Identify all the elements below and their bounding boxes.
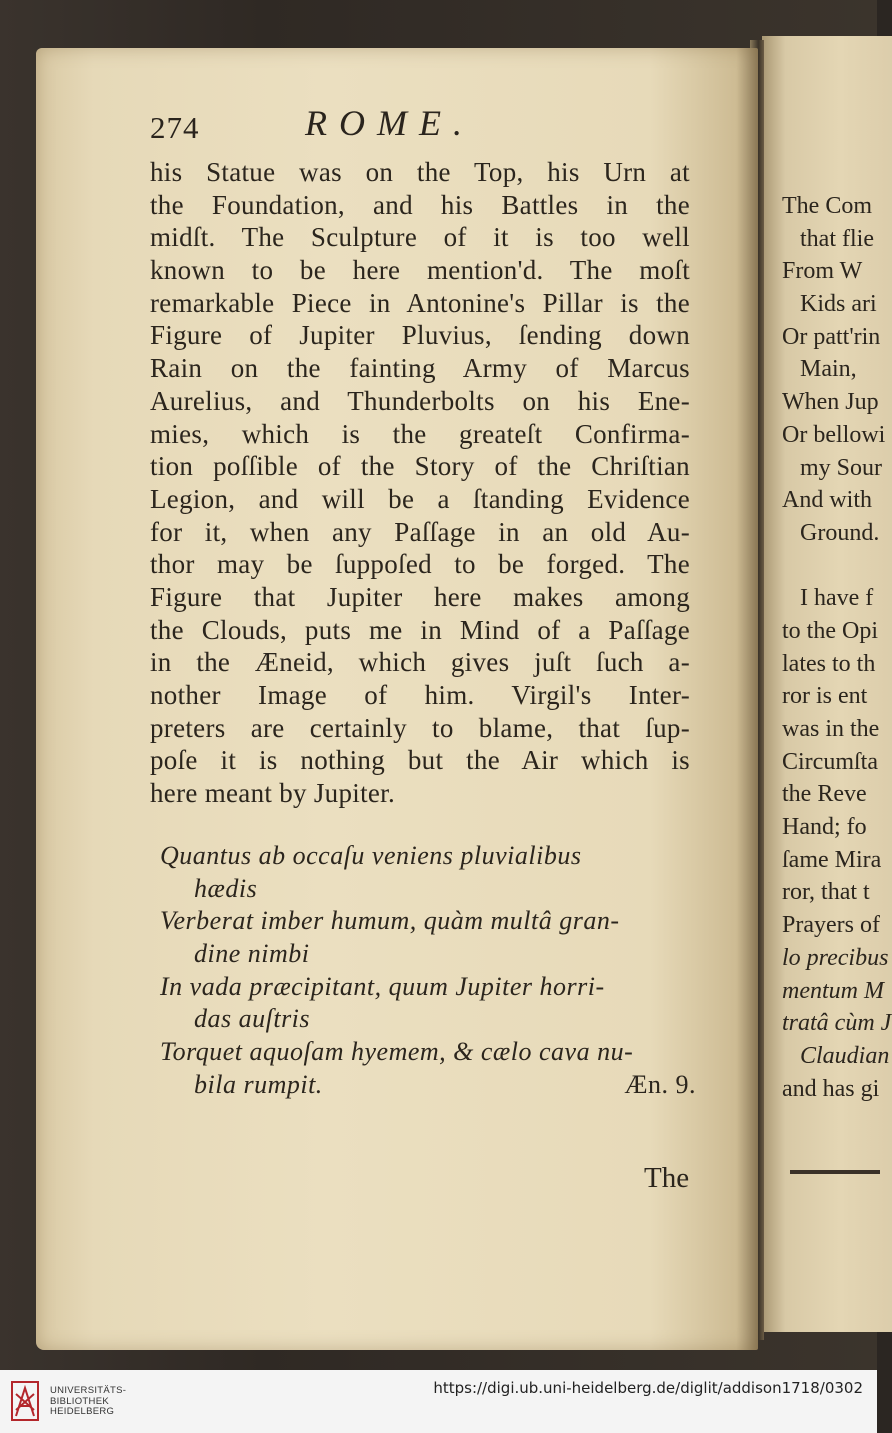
text-line: tion poſſible of the Story of the Chriſtian [150,451,690,482]
body-text [150,156,690,810]
text-line: preters are certainly to blame, that ſup- [150,712,690,743]
text-line: nother Image of him. Virgil's Inter- [150,680,690,710]
page-number: 274 [150,110,200,145]
page-header [150,100,690,150]
text-line: his Statue was on the Top, his Urn at [150,157,690,187]
verse-line: hædis [194,873,258,903]
text-line: mies, which is the greateſt Confirma- [150,418,690,449]
facing-line: and has gi [782,1075,880,1102]
text-line: the Foundation, and his Battles in the [150,189,690,220]
facing-line: ſame Mira [782,846,882,873]
facing-line: And with [782,487,872,514]
facing-page-text [782,190,892,1105]
verse-line: Quantus ab occaſu veniens pluvialibus [160,841,582,870]
library-logo-icon[interactable] [10,1380,40,1422]
facing-line: Kids ari [800,291,877,318]
facing-line: tratâ cùm J [782,1010,892,1037]
text-line: the Clouds, puts me in Mind of a Paſſage [150,614,690,645]
latin-quotation [160,840,696,1102]
facing-line: mentum M [782,977,884,1004]
facing-line: The Com [782,193,872,219]
facing-line: was in the [782,716,880,742]
facing-line: lo precibus [782,944,889,971]
text-line: remarkable Piece in Antonine's Pillar is the [150,287,690,318]
verse-citation: Æn. 9. [624,1069,696,1099]
facing-line: Or bellowi [782,421,886,448]
facing-page-rule [790,1170,880,1174]
facing-line: the Reve [782,781,867,808]
library-name[interactable] [50,1386,126,1418]
text-line: Figure that Jupiter here makes among [150,581,690,612]
facing-line: Main, [800,356,857,383]
text-line: known to be here mention'd. The moſt [150,255,690,286]
text-line: in the Æneid, which gives juſt ſuch a- [150,647,690,678]
text-line: thor may be ſuppoſed to be forged. The [150,549,690,580]
running-title: ROME. [305,103,474,143]
text-line: for it, when any Paſſage in an old Au- [150,516,690,547]
verse-line: dine nimbi [194,939,310,969]
facing-line: Circumſta [782,748,878,775]
verse-line [160,1069,696,1102]
facing-line [782,550,882,583]
facing-line: my Sour [800,454,883,481]
text-line: Figure of Jupiter Pluvius, ſending down [150,320,690,351]
text-line: midſt. The Sculpture of it is too well [150,222,690,253]
facing-line: Ground. [800,519,880,546]
text-line: here meant by Jupiter. [150,778,396,809]
library-line: BIBLIOTHEK [50,1395,109,1407]
facing-line: to the Opi [782,617,878,644]
facing-line: Or patt'rin [782,323,881,350]
verse-line-text: bila rumpit. [194,1069,323,1099]
text-line: Rain on the fainting Army of Marcus [150,353,690,384]
facing-line: When Jup [782,389,879,416]
facing-line: ror is ent [782,683,868,710]
library-line: UNIVERSITÄTS- [50,1385,127,1396]
library-line: HEIDELBERG [50,1406,115,1417]
text-line: Legion, and will be a ſtanding Evidence [150,483,690,514]
viewer-footer [0,1370,877,1433]
facing-line: Hand; fo [782,814,867,841]
verse-line: das auſtris [194,1004,311,1034]
facing-line: lates to th [782,650,876,677]
facing-line: From W [782,258,863,285]
facing-line: that flie [800,225,874,252]
facing-line: I have f [800,585,874,612]
catchword: The [644,1162,690,1194]
facing-line: Prayers of [782,912,880,939]
permalink-url[interactable]: https://digi.ub.uni-heidelberg.de/diglit/addison1718/0302 [433,1379,863,1397]
verse-line: Verberat imber humum, quàm multâ gran- [160,906,620,936]
text-line: poſe it is nothing but the Air which is [150,745,690,776]
verse-line: In vada præcipitant, quum Jupiter horri- [160,971,605,1001]
verse-line: Torquet aquoſam hyemem, & cælo cava nu- [160,1037,634,1067]
facing-line: ror, that t [782,879,870,906]
text-line: Aurelius, and Thunderbolts on his Ene- [150,385,690,416]
facing-line: Claudian [800,1042,890,1069]
